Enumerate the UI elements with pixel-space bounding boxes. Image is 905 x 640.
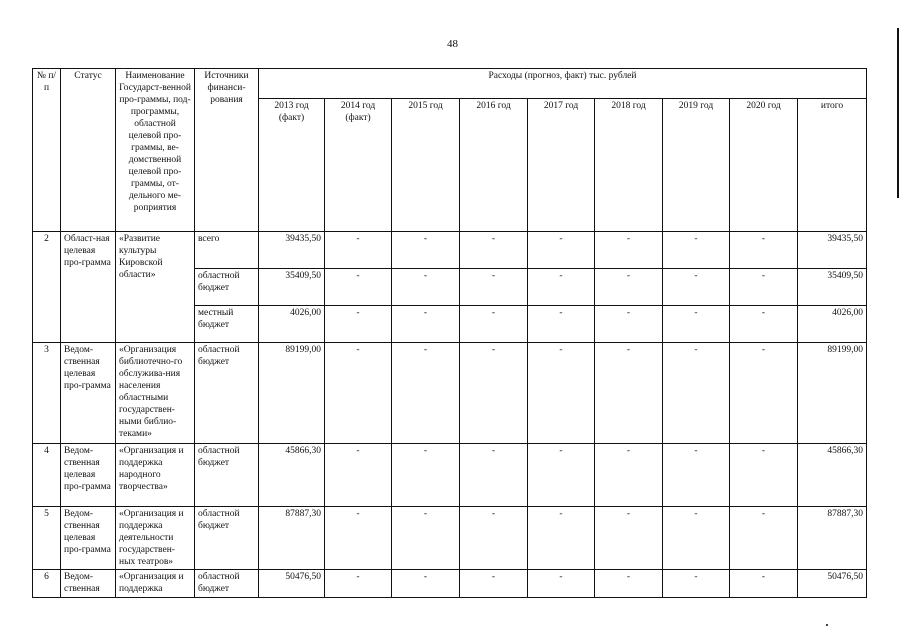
header-year-2019: 2019 год: [663, 99, 730, 232]
row-status: Ведом-ственная целевая про-грамма: [61, 343, 116, 444]
row-value-2015: -: [392, 570, 460, 598]
header-year-2020: 2020 год: [730, 99, 798, 232]
row-total: 87887,30: [798, 507, 867, 570]
row-value-2020: -: [730, 306, 798, 343]
row-status: Ведом-ственная: [61, 570, 116, 598]
row-name: «Организация и поддержка народного творчества»: [116, 444, 195, 507]
row-name: «Организация и поддержка деятельности государствен-ных театров»: [116, 507, 195, 570]
row-value-2017: -: [528, 306, 595, 343]
table-row: [33, 232, 867, 269]
header-total: итого: [798, 99, 867, 232]
row-value-2016: -: [460, 269, 528, 306]
row-value-2016: -: [460, 570, 528, 598]
row-value-2019: -: [663, 507, 730, 570]
row-value-2020: -: [730, 507, 798, 570]
header-source: Источники финанси-рования: [195, 69, 259, 232]
table-row: [33, 343, 867, 444]
header-status: Статус: [61, 69, 116, 232]
row-num: 3: [33, 343, 61, 444]
header-row-1: [33, 69, 867, 99]
row-total: 4026,00: [798, 306, 867, 343]
row-value-2015: -: [392, 306, 460, 343]
row-name: «Организация и поддержка: [116, 570, 195, 598]
row-source: областной бюджет: [195, 343, 259, 444]
header-year-2015: 2015 год: [392, 99, 460, 232]
row-value-2013: 89199,00: [259, 343, 325, 444]
table-row: [33, 570, 867, 598]
header-name: Наименование Государст-венной про-граммы, под-программы, областной целевой про-граммы, ве-домственной целевой про-граммы, от-дельного ме-роприятия: [116, 69, 195, 232]
row-value-2020: -: [730, 232, 798, 269]
row-num: 2: [33, 232, 61, 343]
row-value-2015: -: [392, 444, 460, 507]
row-name: «Организация библиотечно-го обслужива-ния населения областными государствен-ными библио-теками»: [116, 343, 195, 444]
row-value-2017: -: [528, 269, 595, 306]
row-value-2019: -: [663, 570, 730, 598]
row-value-2013: 45866,30: [259, 444, 325, 507]
row-source: областной бюджет: [195, 570, 259, 598]
row-value-2018: -: [595, 232, 663, 269]
expenses-table: [32, 68, 867, 598]
row-value-2016: -: [460, 343, 528, 444]
row-value-2015: -: [392, 269, 460, 306]
row-num: 6: [33, 570, 61, 598]
row-value-2014: -: [325, 269, 392, 306]
row-name: «Развитие культуры Кировской области»: [116, 232, 195, 343]
row-value-2016: -: [460, 232, 528, 269]
header-year-2014: 2014 год (факт): [325, 99, 392, 232]
row-value-2018: -: [595, 343, 663, 444]
row-value-2019: -: [663, 343, 730, 444]
row-source: местный бюджет: [195, 306, 259, 343]
row-status: Област-ная целевая про-грамма: [61, 232, 116, 343]
row-source: областной бюджет: [195, 507, 259, 570]
row-value-2018: -: [595, 269, 663, 306]
header-year-2017: 2017 год: [528, 99, 595, 232]
row-value-2013: 39435,50: [259, 232, 325, 269]
row-value-2015: -: [392, 232, 460, 269]
row-num: 5: [33, 507, 61, 570]
row-value-2018: -: [595, 306, 663, 343]
row-value-2020: -: [730, 269, 798, 306]
header-year-2018: 2018 год: [595, 99, 663, 232]
row-value-2018: -: [595, 570, 663, 598]
row-total: 39435,50: [798, 232, 867, 269]
row-source: областной бюджет: [195, 444, 259, 507]
row-value-2020: -: [730, 343, 798, 444]
row-status: Ведом-ственная целевая про-грамма: [61, 507, 116, 570]
row-value-2013: 87887,30: [259, 507, 325, 570]
row-value-2014: -: [325, 306, 392, 343]
table-row: [33, 444, 867, 507]
row-value-2019: -: [663, 444, 730, 507]
row-value-2017: -: [528, 343, 595, 444]
row-total: 35409,50: [798, 269, 867, 306]
row-total: 45866,30: [798, 444, 867, 507]
row-value-2013: 35409,50: [259, 269, 325, 306]
row-value-2017: -: [528, 444, 595, 507]
row-value-2014: -: [325, 232, 392, 269]
header-year-2013: 2013 год (факт): [259, 99, 325, 232]
row-value-2013: 4026,00: [259, 306, 325, 343]
header-expenses: Расходы (прогноз, факт) тыс. рублей: [259, 69, 867, 99]
page-edge-bar: [897, 28, 899, 198]
row-value-2016: -: [460, 444, 528, 507]
row-value-2014: -: [325, 507, 392, 570]
row-value-2017: -: [528, 232, 595, 269]
row-total: 89199,00: [798, 343, 867, 444]
header-year-2016: 2016 год: [460, 99, 528, 232]
page-number: 48: [447, 38, 458, 50]
row-value-2014: -: [325, 444, 392, 507]
row-value-2017: -: [528, 570, 595, 598]
row-value-2019: -: [663, 269, 730, 306]
row-value-2016: -: [460, 306, 528, 343]
row-source: областной бюджет: [195, 269, 259, 306]
row-value-2020: -: [730, 444, 798, 507]
header-num: № п/п: [33, 69, 61, 232]
row-value-2015: -: [392, 507, 460, 570]
row-value-2017: -: [528, 507, 595, 570]
row-value-2018: -: [595, 507, 663, 570]
row-value-2020: -: [730, 570, 798, 598]
row-total: 50476,50: [798, 570, 867, 598]
row-value-2019: -: [663, 232, 730, 269]
table-row: [33, 507, 867, 570]
scan-speck: [826, 624, 828, 626]
row-num: 4: [33, 444, 61, 507]
row-source: всего: [195, 232, 259, 269]
row-status: Ведом-ственная целевая про-грамма: [61, 444, 116, 507]
row-value-2013: 50476,50: [259, 570, 325, 598]
row-value-2018: -: [595, 444, 663, 507]
row-value-2014: -: [325, 343, 392, 444]
row-value-2015: -: [392, 343, 460, 444]
row-value-2014: -: [325, 570, 392, 598]
row-value-2019: -: [663, 306, 730, 343]
row-value-2016: -: [460, 507, 528, 570]
